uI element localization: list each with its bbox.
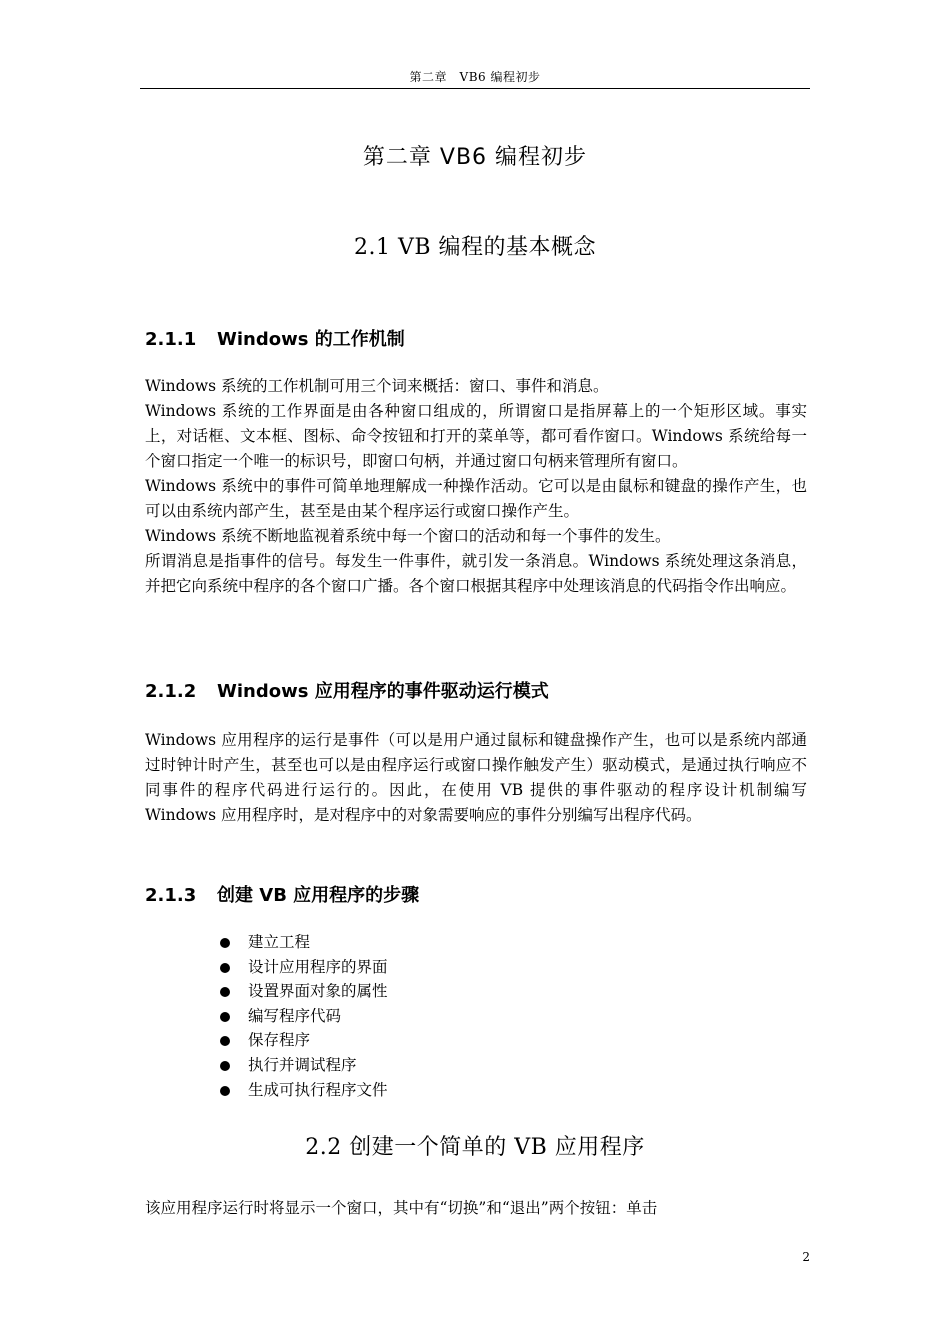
bullet-icon [220,987,230,997]
bullet-icon [220,1012,230,1022]
subsection-title: Windows 的工作机制 [217,329,405,350]
list-item: 保存程序 [218,1028,388,1053]
subsection-number: 2.1.3 [145,885,197,906]
paragraph: 该应用程序运行时将显示一个窗口，其中有“切换”和“退出”两个按钮：单击 [145,1199,658,1217]
paragraph: Windows 系统的工作机制可用三个词来概括：窗口、事件和消息。 [145,377,609,395]
paragraph: Windows 系统的工作界面是由各种窗口组成的，所谓窗口是指屏幕上的一个矩形区域。事实上，对话框、文本框、图标、命令按钮和打开的菜单等，都可看作窗口。Windows 系统给每一个窗口指定一个唯一的标识号，即窗口句柄，并通过窗口句柄来管理所有窗口。 [145,402,807,470]
list-item: 生成可执行程序文件 [218,1078,388,1103]
body-block-2-1-2 [145,728,807,828]
section-title-2-1: 2.1 VB 编程的基本概念 [353,235,597,260]
paragraph: Windows 应用程序的运行是事件（可以是用户通过鼠标和键盘操作产生，也可以是系统内部通过时钟计时产生，甚至也可以是由程序运行或窗口操作触发产生）驱动模式，是通过执行响应不同事件的程序代码进行运行的。因此，在使用 VB 提供的事件驱动的程序设计机制编写 Windows 应用程序时，是对程序中的对象需要响应的事件分别编写出程序代码。 [145,731,807,824]
header-rule [140,88,810,89]
body-block-2-1-1 [145,374,807,599]
bullet-icon [220,1086,230,1096]
section-title-2-2: 2.2 创建一个简单的 VB 应用程序 [305,1135,645,1160]
steps-list [218,930,388,1102]
list-item: 执行并调试程序 [218,1053,388,1078]
page-number: 2 [802,1250,810,1264]
bullet-icon [220,938,230,948]
list-item: 设置界面对象的属性 [218,979,388,1004]
subsection-2-1-1 [145,325,405,351]
chapter-title: 第二章 VB6 编程初步 [362,145,588,170]
subsection-number: 2.1.2 [145,681,197,702]
paragraph: Windows 系统中的事件可简单地理解成一种操作活动。它可以是由鼠标和键盘的操作产生，也可以由系统内部产生，甚至是由某个程序运行或窗口操作产生。 [145,477,807,520]
bullet-icon [220,1061,230,1071]
paragraph: 所谓消息是指事件的信号。每发生一件事件，就引发一条消息。Windows 系统处理这条消息，并把它向系统中程序的各个窗口广播。各个窗口根据其程序中处理该消息的代码指令作出响应。 [145,552,807,595]
list-item: 设计应用程序的界面 [218,955,388,980]
list-item: 编写程序代码 [218,1004,388,1029]
subsection-number: 2.1.1 [145,329,197,350]
running-header: 第二章 VB6 编程初步 [409,70,541,84]
subsection-title: Windows 应用程序的事件驱动运行模式 [217,681,549,702]
subsection-2-1-3 [145,881,419,907]
paragraph: Windows 系统不断地监视着系统中每一个窗口的活动和每一个事件的发生。 [145,527,671,545]
subsection-title: 创建 VB 应用程序的步骤 [217,885,420,906]
bullet-icon [220,963,230,973]
subsection-2-1-2 [145,677,549,703]
bullet-icon [220,1036,230,1046]
body-block-2-2 [145,1196,807,1221]
list-item: 建立工程 [218,930,388,955]
